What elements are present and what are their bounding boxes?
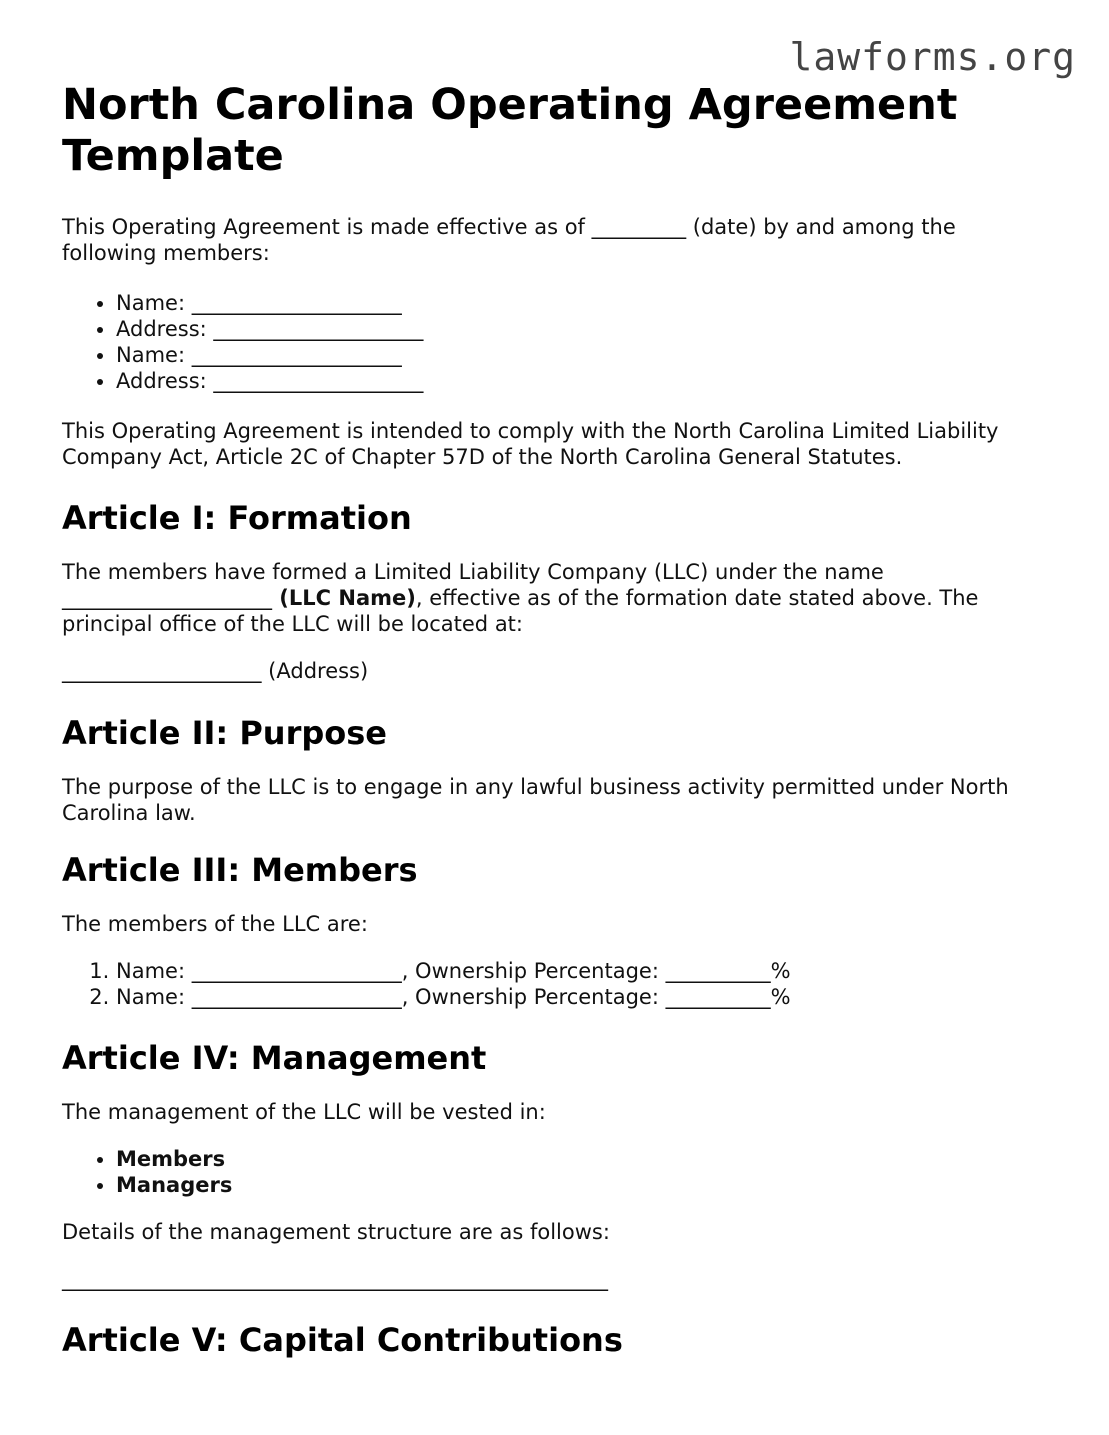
- date-blank: _________: [591, 215, 687, 239]
- list-item: • Name: ____________________: [116, 290, 1052, 316]
- compliance-paragraph: This Operating Agreement is intended to comply with the North Carolina Limited Liability Company Act, Article 2C of Chapter 57D of the North Carolina General Statutes.: [62, 419, 999, 469]
- list-item: 1. Name: ____________________, Ownership Percentage: __________%: [116, 958, 1052, 984]
- page-title: North Carolina Operating Agreement Template: [62, 80, 958, 181]
- management-intro: The management of the LLC will be vested in:: [62, 1100, 546, 1124]
- article-5-heading: Article V: Capital Contributions: [62, 1321, 623, 1359]
- management-details-blank: ____________________________________________________: [62, 1267, 608, 1291]
- members-list: [62, 290, 1052, 394]
- list-item: • Address: ____________________: [116, 316, 1052, 342]
- list-item: 2. Name: ____________________, Ownership Percentage: __________%: [116, 984, 1052, 1010]
- article-3-heading: Article III: Members: [62, 851, 418, 889]
- intro-prefix: This Operating Agreement is made effective as of: [62, 215, 592, 239]
- list-item: • Name: ____________________: [116, 342, 1052, 368]
- llc-name-blank: ____________________: [62, 586, 272, 610]
- management-options: [62, 1146, 1052, 1198]
- purpose-paragraph: The purpose of the LLC is to engage in any lawful business activity permitted under North Carolina law.: [62, 775, 1009, 825]
- address-line: ___________________ (Address): [62, 659, 369, 683]
- list-item: • Managers: [116, 1172, 1052, 1198]
- management-details: Details of the management structure are as follows:: [62, 1220, 610, 1244]
- article-2-heading: Article II: Purpose: [62, 714, 387, 752]
- site-watermark: lawforms.org: [789, 35, 1076, 79]
- intro-paragraph: [62, 214, 1052, 266]
- llc-name-label: (LLC Name): [272, 586, 416, 610]
- intro-suffix: (date) by and among the following members:: [62, 215, 956, 265]
- article-1-heading: Article I: Formation: [62, 499, 412, 537]
- members-intro: The members of the LLC are:: [62, 912, 368, 936]
- formation-paragraph: [62, 559, 1052, 637]
- list-item: • Address: ____________________: [116, 368, 1052, 394]
- list-item: • Members: [116, 1146, 1052, 1172]
- formation-prefix: The members have formed a Limited Liability Company (LLC) under the name: [62, 560, 884, 584]
- document-page: [62, 80, 1052, 1359]
- article-4-heading: Article IV: Management: [62, 1039, 487, 1077]
- formation-suffix: , effective as of the formation date stated above. The principal office of the LLC will be located at:: [62, 586, 979, 636]
- members-ordered-list: [62, 958, 1052, 1010]
